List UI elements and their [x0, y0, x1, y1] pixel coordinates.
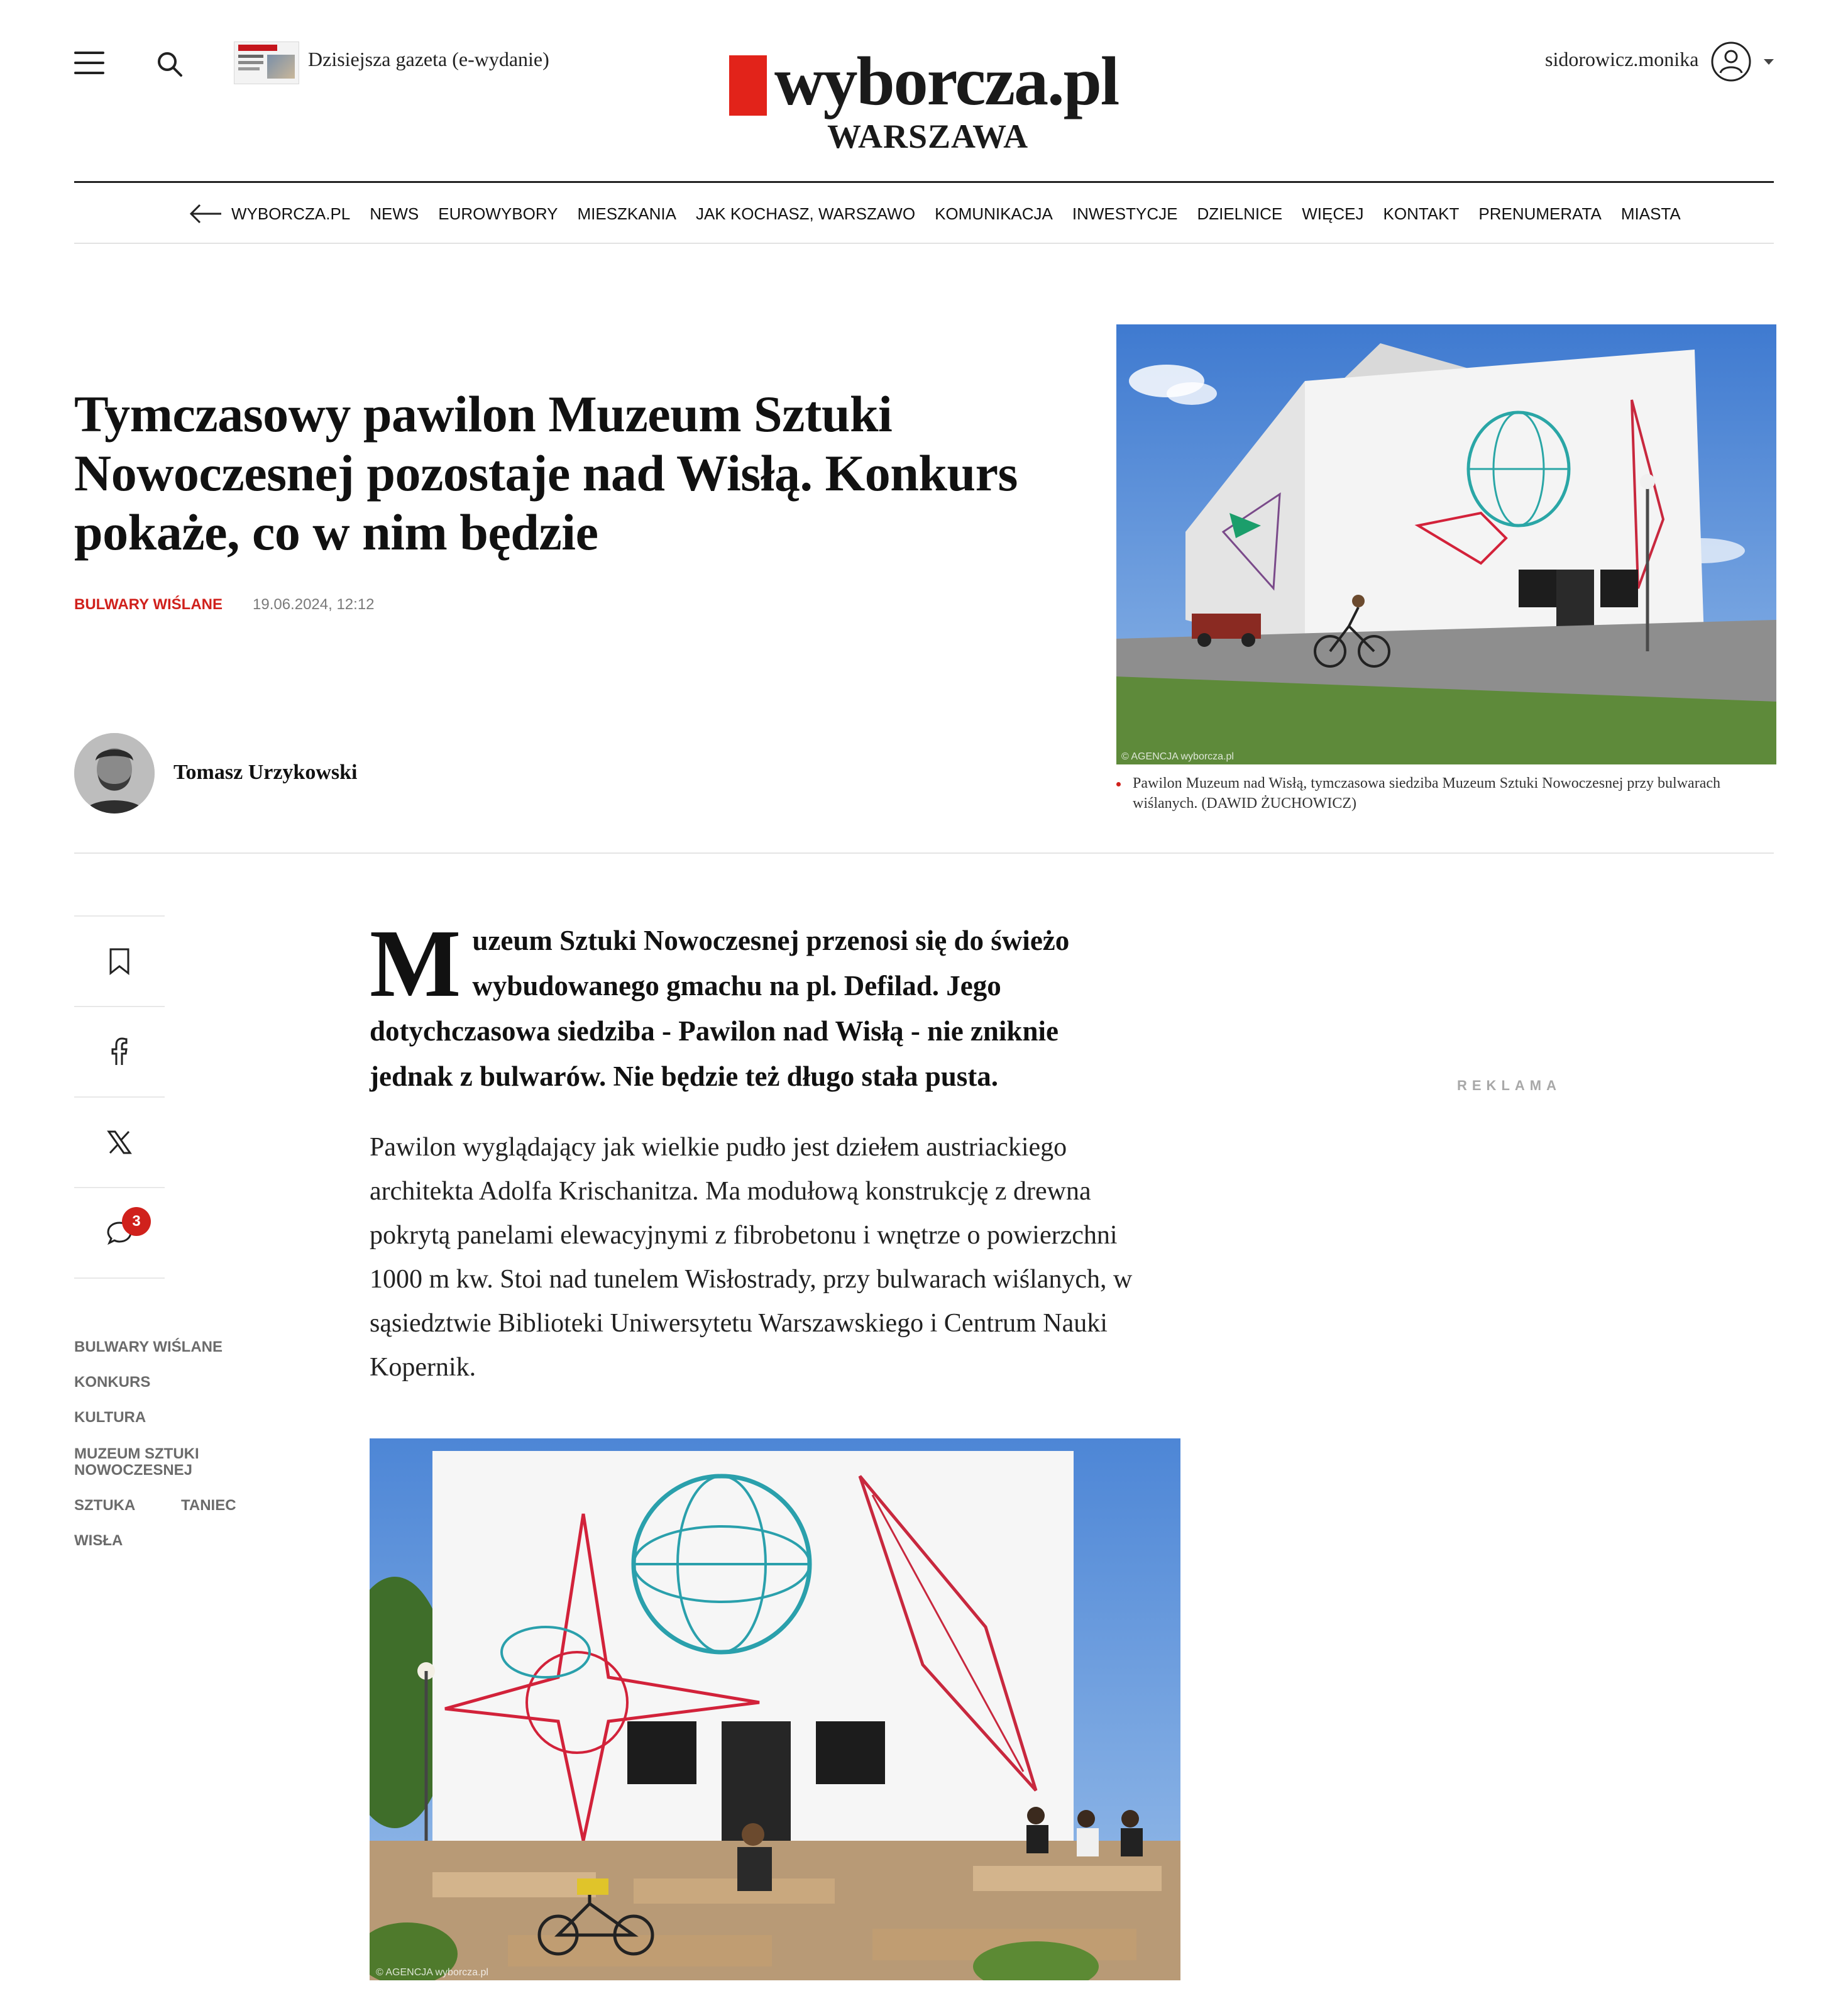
nav-item-miasta[interactable]: MIASTA	[1620, 204, 1681, 223]
nav-item-kontakt[interactable]: KONTAKT	[1383, 204, 1460, 223]
comments-count-badge: 3	[122, 1207, 151, 1236]
nav-item-jak-kochasz[interactable]: JAK KOCHASZ, WARSZAWO	[695, 204, 916, 223]
nav-item-wyborcza[interactable]: WYBORCZA.PL	[231, 204, 351, 223]
tag-muzeum-sztuki-nowoczesnej[interactable]: MUZEUM SZTUKI NOWOCZESNEJ	[74, 1445, 199, 1479]
bookmark-button[interactable]	[74, 915, 165, 1006]
chevron-down-icon[interactable]	[1764, 59, 1774, 65]
author-avatar[interactable]	[74, 733, 155, 813]
logo-text: wyborcza.pl	[774, 43, 1119, 119]
arrow-left-icon[interactable]	[189, 203, 223, 224]
author-name[interactable]: Tomasz Urzykowski	[173, 761, 358, 784]
nav-item-dzielnice[interactable]: DZIELNICE	[1197, 204, 1283, 223]
share-divider	[74, 1277, 165, 1279]
nav-item-mieszkania[interactable]: MIESZKANIA	[577, 204, 676, 223]
nav-divider	[74, 243, 1774, 244]
lead-text: uzeum Sztuki Nowoczesnej przenosi się do świeżo wybudowanego gmachu na pl. Defilad. Jego dotychczasowa siedziba - Pawilon nad Wisłą - nie zniknie jednak z bulwarów. Nie będzie też długo stała pusta.	[370, 925, 1070, 1092]
section-nav	[189, 200, 1700, 228]
lead-dropcap: M	[370, 910, 461, 1017]
hero-divider	[74, 852, 1774, 854]
nav-item-wiecej[interactable]: WIĘCEJ	[1302, 204, 1364, 223]
search-icon[interactable]	[156, 50, 184, 78]
article-image[interactable]	[370, 1438, 1180, 1980]
nav-item-prenumerata[interactable]: PRENUMERATA	[1478, 204, 1602, 223]
logo-city: WARSZAWA	[827, 118, 1029, 155]
logo-red-mark	[729, 55, 767, 116]
tag-kultura[interactable]: KULTURA	[74, 1409, 146, 1426]
menu-icon[interactable]	[74, 52, 104, 74]
article-date: 19.06.2024, 12:12	[253, 596, 375, 613]
hero-watermark: © AGENCJA wyborcza.pl	[1121, 751, 1234, 762]
header-divider	[74, 181, 1774, 183]
hero-image[interactable]	[1116, 324, 1776, 764]
tag-taniec[interactable]: TANIEC	[181, 1497, 236, 1514]
tag-sztuka[interactable]: SZTUKA	[74, 1497, 136, 1514]
nav-item-komunikacja[interactable]: KOMUNIKACJA	[935, 204, 1053, 223]
nav-item-inwestycje[interactable]: INWESTYCJE	[1072, 204, 1178, 223]
article-lead	[370, 910, 1143, 1099]
ad-label: REKLAMA	[1457, 1078, 1561, 1093]
x-share-button[interactable]	[74, 1096, 165, 1187]
nav-item-news[interactable]: NEWS	[370, 204, 419, 223]
caption-bullet	[1116, 782, 1121, 786]
x-icon	[107, 1130, 132, 1155]
facebook-share-button[interactable]	[74, 1006, 165, 1096]
comments-button[interactable]	[74, 1187, 165, 1277]
username-link[interactable]: sidorowicz.monika	[1545, 48, 1699, 70]
tag-konkurs[interactable]: KONKURS	[74, 1374, 151, 1391]
e-edition-thumbnail[interactable]	[234, 41, 299, 84]
today-paper-link[interactable]: Dzisiejsza gazeta (e-wydanie)	[308, 48, 549, 70]
user-account-icon[interactable]	[1711, 41, 1751, 82]
hero-caption: Pawilon Muzeum nad Wisłą, tymczasowa siedziba Muzeum Sztuki Nowoczesnej przy bulwarach wiślanych. (DAWID ŻUCHOWICZ)	[1133, 775, 1720, 812]
tag-bulwary-wislane[interactable]: BULWARY WIŚLANE	[74, 1338, 223, 1355]
facebook-icon	[111, 1037, 128, 1066]
article-paragraph: Pawilon wyglądający jak wielkie pudło jest dziełem austriackiego architekta Adolfa Krischanitza. Ma modułową konstrukcję z drewna pokrytą panelami elewacyjnymi z fibrobetonu i wnętrze o powierzchni 1000 m kw. Stoi nad tunelem Wisłostrady, przy bulwarach wiślanych, w sąsiedztwie Biblioteki Uniwersytetu Warszawskiego i Centrum Nauki Kopernik.	[370, 1133, 1133, 1382]
bookmark-icon	[108, 947, 131, 975]
nav-item-eurowybory[interactable]: EUROWYBORY	[438, 204, 558, 223]
tag-wisla[interactable]: WISŁA	[74, 1532, 123, 1549]
article-headline: Tymczasowy pawilon Muzeum Sztuki Nowoczesnej pozostaje nad Wisłą. Konkurs pokaże, co w nim będzie	[74, 385, 1018, 561]
image-watermark: © AGENCJA wyborcza.pl	[376, 1967, 488, 1978]
article-section-link[interactable]: BULWARY WIŚLANE	[74, 596, 223, 613]
site-logo[interactable]	[729, 43, 1119, 126]
